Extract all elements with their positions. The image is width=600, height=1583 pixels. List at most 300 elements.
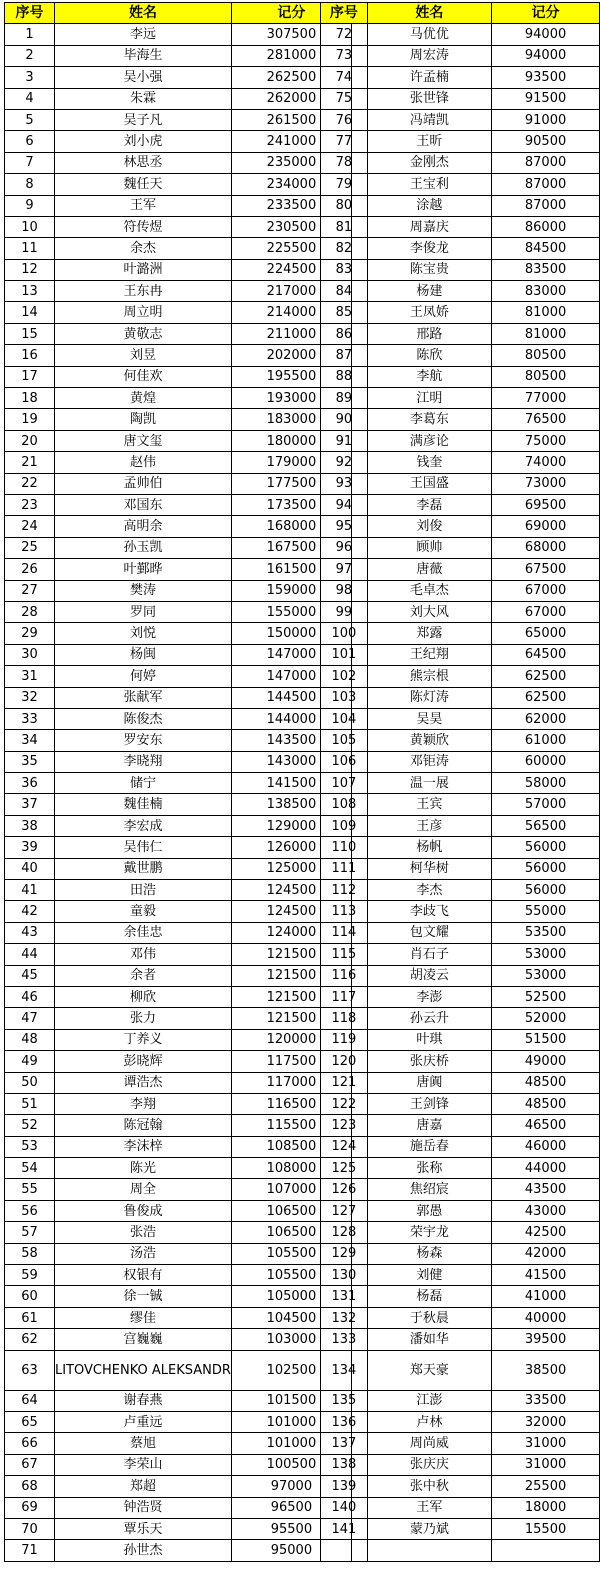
cell-name: 鲁俊成 [55, 1200, 232, 1221]
table-row [321, 88, 600, 109]
cell-no: 125 [321, 1158, 368, 1179]
cell-score: 177500 [231, 473, 351, 494]
table-row [5, 666, 352, 687]
cell-name: 王剑锋 [367, 1093, 491, 1114]
cell-score: 62500 [492, 687, 600, 708]
cell-no: 128 [321, 1222, 368, 1243]
cell-name: 覃乐天 [55, 1518, 232, 1539]
cell-no: 121 [321, 1072, 368, 1093]
table-row [5, 1243, 352, 1264]
cell-name: 赵伟 [55, 452, 232, 473]
cell-name: 李歧飞 [367, 901, 491, 922]
table-row [321, 1433, 600, 1454]
cell-name: 江明 [367, 388, 491, 409]
cell-name: 马优优 [367, 24, 491, 45]
cell-score: 56000 [492, 858, 600, 879]
cell-name: 樊涛 [55, 580, 232, 601]
cell-no: 99 [321, 601, 368, 622]
cell-name: 毕海生 [55, 45, 232, 66]
cell-name [367, 1540, 491, 1561]
header-no: 序号 [321, 3, 368, 24]
cell-score: 86000 [492, 216, 600, 237]
cell-name: 邢路 [367, 323, 491, 344]
table-row [321, 1390, 600, 1411]
cell-name: 刘昱 [55, 345, 232, 366]
cell-score: 95500 [231, 1518, 351, 1539]
cell-name: 吴昊 [367, 708, 491, 729]
cell-name: 黄煌 [55, 388, 232, 409]
cell-no: 80 [321, 195, 368, 216]
cell-no: 124 [321, 1136, 368, 1157]
cell-no: 68 [5, 1476, 55, 1497]
cell-score: 94000 [492, 45, 600, 66]
cell-no: 35 [5, 751, 55, 772]
cell-no: 46 [5, 986, 55, 1007]
cell-name: 荣宇龙 [367, 1222, 491, 1243]
cell-name: 王彦 [367, 815, 491, 836]
cell-name: 顾帅 [367, 537, 491, 558]
cell-no: 133 [321, 1329, 368, 1350]
table-row [5, 1307, 352, 1328]
cell-name: 李航 [367, 366, 491, 387]
cell-score: 43000 [492, 1200, 600, 1221]
cell-name: 魏佳楠 [55, 794, 232, 815]
cell-score: 241000 [231, 131, 351, 152]
header-score: 记分 [231, 3, 351, 24]
table-row [5, 345, 352, 366]
cell-name: 刘俊 [367, 516, 491, 537]
table-row [321, 815, 600, 836]
cell-score: 57000 [492, 794, 600, 815]
cell-score: 40000 [492, 1307, 600, 1328]
cell-no: 134 [321, 1350, 368, 1390]
cell-name: 潘如华 [367, 1329, 491, 1350]
cell-no: 7 [5, 152, 55, 173]
cell-name: 黄敬志 [55, 323, 232, 344]
cell-score: 307500 [231, 24, 351, 45]
cell-no: 97 [321, 559, 368, 580]
cell-score: 48500 [492, 1072, 600, 1093]
table-row [5, 1286, 352, 1307]
table-row [5, 281, 352, 302]
cell-name: 施岳春 [367, 1136, 491, 1157]
cell-name: 刘健 [367, 1265, 491, 1286]
cell-no: 140 [321, 1497, 368, 1518]
table-row [5, 837, 352, 858]
cell-name: 杨森 [367, 1243, 491, 1264]
cell-name: 蒙乃斌 [367, 1518, 491, 1539]
cell-score: 100500 [231, 1454, 351, 1475]
cell-score: 95000 [231, 1540, 351, 1561]
cell-no: 23 [5, 494, 55, 515]
cell-name: 王昕 [367, 131, 491, 152]
cell-score: 44000 [492, 1158, 600, 1179]
cell-no: 5 [5, 109, 55, 130]
cell-name: 张浩 [55, 1222, 232, 1243]
cell-name: 涂越 [367, 195, 491, 216]
cell-no: 84 [321, 281, 368, 302]
table-row [321, 430, 600, 451]
cell-no: 108 [321, 794, 368, 815]
cell-name: 戴世鹏 [55, 858, 232, 879]
table-row [321, 1179, 600, 1200]
cell-no: 105 [321, 730, 368, 751]
cell-score: 49000 [492, 1051, 600, 1072]
cell-no: 81 [321, 216, 368, 237]
table-row [321, 1265, 600, 1286]
cell-no: 103 [321, 687, 368, 708]
cell-name: 吴小强 [55, 67, 232, 88]
cell-score: 67000 [492, 580, 600, 601]
cell-no: 93 [321, 473, 368, 494]
cell-name: 叶琪 [367, 1029, 491, 1050]
cell-score: 217000 [231, 281, 351, 302]
table-row [321, 281, 600, 302]
table-row [5, 986, 352, 1007]
cell-score: 58000 [492, 773, 600, 794]
cell-score: 125000 [231, 858, 351, 879]
table-row [5, 494, 352, 515]
cell-score: 108000 [231, 1158, 351, 1179]
cell-name: 冯靖凯 [367, 109, 491, 130]
cell-no: 49 [5, 1051, 55, 1072]
cell-score: 108500 [231, 1136, 351, 1157]
table-row [5, 1390, 352, 1411]
cell-name: 何婷 [55, 666, 232, 687]
cell-no: 10 [5, 216, 55, 237]
cell-name: 叶鄞晔 [55, 559, 232, 580]
table-row [5, 67, 352, 88]
cell-no: 22 [5, 473, 55, 494]
table-row [5, 1179, 352, 1200]
cell-name: 王东冉 [55, 281, 232, 302]
cell-no: 62 [5, 1329, 55, 1350]
header-name: 姓名 [367, 3, 491, 24]
table-row [5, 794, 352, 815]
cell-name: 毛卓杰 [367, 580, 491, 601]
cell-score: 68000 [492, 537, 600, 558]
cell-no: 38 [5, 815, 55, 836]
cell-score: 121500 [231, 965, 351, 986]
cell-no: 2 [5, 45, 55, 66]
cell-score: 52000 [492, 1008, 600, 1029]
cell-name: 卢林 [367, 1412, 491, 1433]
cell-no: 77 [321, 131, 368, 152]
cell-name: 孙世杰 [55, 1540, 232, 1561]
table-row [5, 1412, 352, 1433]
cell-score: 224500 [231, 259, 351, 280]
cell-no: 42 [5, 901, 55, 922]
table-row [321, 944, 600, 965]
cell-score: 121500 [231, 944, 351, 965]
table-row [5, 109, 352, 130]
cell-no: 65 [5, 1412, 55, 1433]
cell-score: 51500 [492, 1029, 600, 1050]
cell-name: 刘悦 [55, 623, 232, 644]
cell-name: 徐一铖 [55, 1286, 232, 1307]
cell-score: 93500 [492, 67, 600, 88]
cell-name: 高明余 [55, 516, 232, 537]
cell-score: 69000 [492, 516, 600, 537]
cell-name: 谭浩杰 [55, 1072, 232, 1093]
table-row [321, 1093, 600, 1114]
table-row [5, 131, 352, 152]
cell-name: 陶凯 [55, 409, 232, 430]
cell-score: 46500 [492, 1115, 600, 1136]
cell-score: 262000 [231, 88, 351, 109]
cell-no: 95 [321, 516, 368, 537]
table-row [321, 601, 600, 622]
cell-no: 83 [321, 259, 368, 280]
table-row [5, 1008, 352, 1029]
cell-score: 42500 [492, 1222, 600, 1243]
cell-no: 115 [321, 944, 368, 965]
cell-no: 11 [5, 238, 55, 259]
cell-name: 李宏成 [55, 815, 232, 836]
cell-score: 41000 [492, 1286, 600, 1307]
cell-score [492, 1540, 600, 1561]
table-row [5, 730, 352, 751]
cell-name: 罗同 [55, 601, 232, 622]
cell-score: 147000 [231, 644, 351, 665]
cell-no: 76 [321, 109, 368, 130]
table-row [5, 965, 352, 986]
cell-name: 李俊龙 [367, 238, 491, 259]
cell-no: 122 [321, 1093, 368, 1114]
cell-score: 25500 [492, 1476, 600, 1497]
cell-no: 74 [321, 67, 368, 88]
table-row [5, 1518, 352, 1539]
cell-no: 21 [5, 452, 55, 473]
cell-score: 103000 [231, 1329, 351, 1350]
cell-score: 39500 [492, 1329, 600, 1350]
cell-no: 48 [5, 1029, 55, 1050]
cell-no: 67 [5, 1454, 55, 1475]
table-row [5, 708, 352, 729]
table-row [5, 1136, 352, 1157]
cell-no: 29 [5, 623, 55, 644]
cell-score: 233500 [231, 195, 351, 216]
cell-name: 满彦论 [367, 430, 491, 451]
cell-no: 53 [5, 1136, 55, 1157]
cell-name: 孙玉凯 [55, 537, 232, 558]
table-row [321, 559, 600, 580]
cell-no: 41 [5, 880, 55, 901]
cell-no: 57 [5, 1222, 55, 1243]
cell-score: 69500 [492, 494, 600, 515]
cell-no: 87 [321, 345, 368, 366]
header-score: 记分 [492, 3, 600, 24]
table-row [321, 965, 600, 986]
table-row [5, 409, 352, 430]
table-row [321, 901, 600, 922]
table-row [321, 794, 600, 815]
table-row [321, 174, 600, 195]
cell-name: 许孟楠 [367, 67, 491, 88]
cell-no: 137 [321, 1433, 368, 1454]
cell-score: 18000 [492, 1497, 600, 1518]
cell-no: 111 [321, 858, 368, 879]
cell-no: 78 [321, 152, 368, 173]
cell-score: 91500 [492, 88, 600, 109]
table-row [321, 1158, 600, 1179]
table-row [321, 1222, 600, 1243]
cell-score: 56000 [492, 837, 600, 858]
cell-score: 281000 [231, 45, 351, 66]
table-row [321, 1412, 600, 1433]
cell-score: 81000 [492, 302, 600, 323]
table-row [5, 537, 352, 558]
cell-name: 李磊 [367, 494, 491, 515]
table-row [321, 751, 600, 772]
cell-name: 杨闽 [55, 644, 232, 665]
cell-name: 余者 [55, 965, 232, 986]
cell-score: 80500 [492, 345, 600, 366]
cell-name: 符传煜 [55, 216, 232, 237]
table-row [5, 452, 352, 473]
table-row [5, 1051, 352, 1072]
cell-no: 106 [321, 751, 368, 772]
header-no: 序号 [5, 3, 55, 24]
cell-name: 童毅 [55, 901, 232, 922]
cell-name: 朱霖 [55, 88, 232, 109]
cell-name: 李杰 [367, 880, 491, 901]
cell-name: 吴伟仁 [55, 837, 232, 858]
cell-score: 32000 [492, 1412, 600, 1433]
cell-score: 65000 [492, 623, 600, 644]
cell-no: 31 [5, 666, 55, 687]
cell-name: 余杰 [55, 238, 232, 259]
cell-no: 36 [5, 773, 55, 794]
cell-name: 李荣山 [55, 1454, 232, 1475]
table-row [321, 388, 600, 409]
cell-name: 丁养义 [55, 1029, 232, 1050]
table-row [321, 473, 600, 494]
cell-score: 121500 [231, 986, 351, 1007]
table-row [5, 1497, 352, 1518]
cell-name: LITOVCHENKO ALEKSANDR [55, 1350, 232, 1390]
cell-score: 67500 [492, 559, 600, 580]
cell-score: 43500 [492, 1179, 600, 1200]
cell-no: 139 [321, 1476, 368, 1497]
cell-score: 155000 [231, 601, 351, 622]
cell-name: 王凤娇 [367, 302, 491, 323]
table-row [321, 1497, 600, 1518]
cell-no: 64 [5, 1390, 55, 1411]
cell-name: 谢春燕 [55, 1390, 232, 1411]
cell-name: 李晓翔 [55, 751, 232, 772]
cell-no: 107 [321, 773, 368, 794]
cell-score: 124000 [231, 922, 351, 943]
table-row [5, 259, 352, 280]
cell-score: 141500 [231, 773, 351, 794]
cell-no: 73 [321, 45, 368, 66]
table-row [5, 1093, 352, 1114]
cell-no: 70 [5, 1518, 55, 1539]
cell-score: 144000 [231, 708, 351, 729]
cell-no: 114 [321, 922, 368, 943]
table-row [5, 430, 352, 451]
table-row [5, 880, 352, 901]
cell-score: 105500 [231, 1243, 351, 1264]
cell-name: 胡凌云 [367, 965, 491, 986]
cell-name: 叶潞洲 [55, 259, 232, 280]
cell-no: 55 [5, 1179, 55, 1200]
cell-name: 张中秋 [367, 1476, 491, 1497]
cell-no: 12 [5, 259, 55, 280]
cell-name: 柳欣 [55, 986, 232, 1007]
cell-no: 88 [321, 366, 368, 387]
cell-score: 42000 [492, 1243, 600, 1264]
cell-no: 66 [5, 1433, 55, 1454]
cell-no: 9 [5, 195, 55, 216]
cell-no: 129 [321, 1243, 368, 1264]
table-row [321, 131, 600, 152]
cell-no: 75 [321, 88, 368, 109]
cell-score: 97000 [231, 1476, 351, 1497]
cell-name: 何佳欢 [55, 366, 232, 387]
cell-score: 52500 [492, 986, 600, 1007]
cell-score: 124500 [231, 880, 351, 901]
cell-score: 53000 [492, 965, 600, 986]
cell-score: 126000 [231, 837, 351, 858]
cell-score: 107000 [231, 1179, 351, 1200]
table-row [321, 323, 600, 344]
cell-no: 96 [321, 537, 368, 558]
cell-name: 唐薇 [367, 559, 491, 580]
cell-no: 110 [321, 837, 368, 858]
cell-name: 李沫梓 [55, 1136, 232, 1157]
table-row [321, 730, 600, 751]
cell-name: 魏任天 [55, 174, 232, 195]
table-row [321, 922, 600, 943]
cell-name: 张力 [55, 1008, 232, 1029]
cell-no: 119 [321, 1029, 368, 1050]
cell-name: 王宝利 [367, 174, 491, 195]
cell-score: 261500 [231, 109, 351, 130]
table-row [5, 815, 352, 836]
cell-score: 31000 [492, 1454, 600, 1475]
cell-score: 230500 [231, 216, 351, 237]
cell-no: 17 [5, 366, 55, 387]
cell-score: 262500 [231, 67, 351, 88]
cell-name: 陈宝贵 [367, 259, 491, 280]
cell-name: 周全 [55, 1179, 232, 1200]
table-row [5, 323, 352, 344]
cell-name: 邓钜涛 [367, 751, 491, 772]
cell-name: 唐文玺 [55, 430, 232, 451]
cell-score: 31000 [492, 1433, 600, 1454]
table-row [321, 773, 600, 794]
cell-no: 54 [5, 1158, 55, 1179]
cell-name: 李澎 [367, 986, 491, 1007]
table-row [321, 216, 600, 237]
cell-no: 63 [5, 1350, 55, 1390]
table-row [5, 1476, 352, 1497]
cell-name: 储宁 [55, 773, 232, 794]
cell-no: 50 [5, 1072, 55, 1093]
cell-score: 180000 [231, 430, 351, 451]
cell-score: 87000 [492, 152, 600, 173]
cell-no: 123 [321, 1115, 368, 1136]
cell-no: 45 [5, 965, 55, 986]
cell-no: 100 [321, 623, 368, 644]
table-row [5, 1115, 352, 1136]
cell-score: 225500 [231, 238, 351, 259]
cell-no: 1 [5, 24, 55, 45]
cell-name: 余佳忠 [55, 922, 232, 943]
cell-score: 53500 [492, 922, 600, 943]
